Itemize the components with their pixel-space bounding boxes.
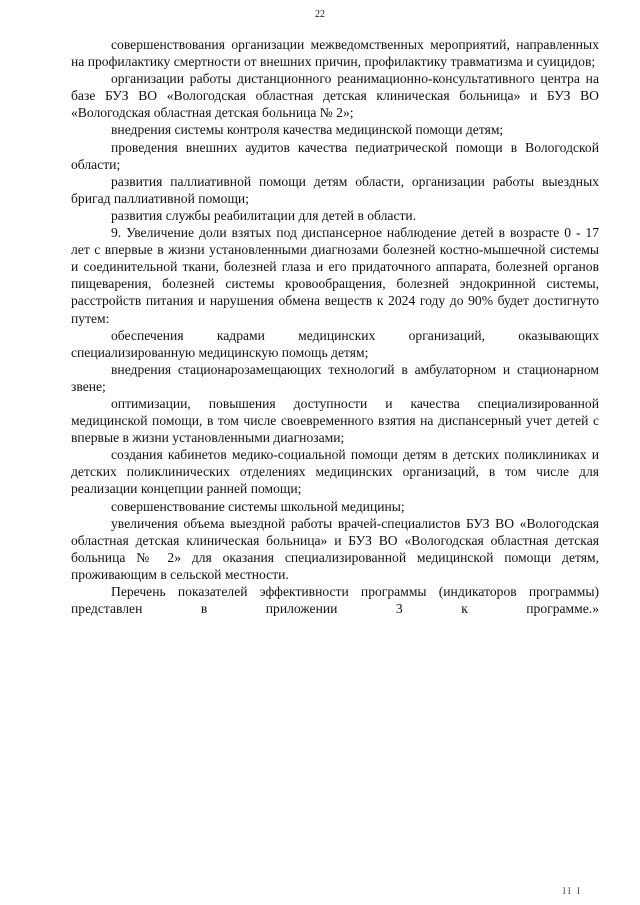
paragraph-4: проведения внешних аудитов качества педиатрической помощи в Вологодской области; [71,139,599,172]
paragraph-2: организации работы дистанционного реанимационно-консультативного центра на базе БУЗ ВО «Вологодская областная детская клиническая больница» и БУЗ ВО «Вологодская областная детская больница № 2»; [71,71,599,121]
paragraph-10: оптимизации, повышения доступности и качества специализированной медицинской помощи, в том числе своевременного взятия на диспансерный учет детей с впервые в жизни установленными диагнозами; [71,395,599,446]
paragraph-11: создания кабинетов медико-социальной помощи детям в детских поликлиниках и детских поликлинических отделениях медицинских организаций, в том числе для реализации концепции ранней помощи; [71,447,599,497]
paragraph-3: внедрения системы контроля качества медицинской помощи детям; [111,122,504,138]
paragraph-7: 9. Увеличение доли взятых под диспансерное наблюдение детей в возрасте 0 - 17 лет с впервые в жизни установленными диагнозами болезней костно-мышечной системы и соединительной ткани, болезней глаза и его придаточного аппарата, болезней органов пищеварения, болезней системы кровообращения, болезней эндокринной системы, расстройств питания и нарушения обмена веществ к 2024 году до 90% будет достигнуто путем: [71,225,599,326]
paragraph-9: внедрения стационарозамещающих технологий в амбулаторном и стационарном звене; [71,361,599,394]
paragraph-6: развития службы реабилитации для детей в области. [111,207,417,223]
paragraph-13: увеличения объема выездной работы врачей-специалистов БУЗ ВО «Вологодская областная детская клиническая больница» и БУЗ ВО «Вологодская областная детская больница № 2» для оказания специализированной медицинской помощи детям, проживающим в сельской местности. [71,515,599,582]
paragraph-8: обеспечения кадрами медицинских организаций, оказывающих специализированную медицинскую помощь детям; [71,327,599,360]
paragraph-5: развития паллиативной помощи детям области, организации работы выездных бригад паллиативной помощи; [71,173,599,206]
paragraph-14: Перечень показателей эффективности программы (индикаторов программы) представлен в приложении 3 к программе.» [71,584,599,617]
document-body [71,36,599,617]
page-number: 22 [315,9,325,20]
paragraph-12: совершенствование системы школьной медицины; [111,498,405,514]
corner-mark: II I [562,886,582,896]
paragraph-1: совершенствования организации межведомственных мероприятий, направленных на профилактику смертности от внешних причин, профилактику травматизма и суицидов; [71,37,599,70]
